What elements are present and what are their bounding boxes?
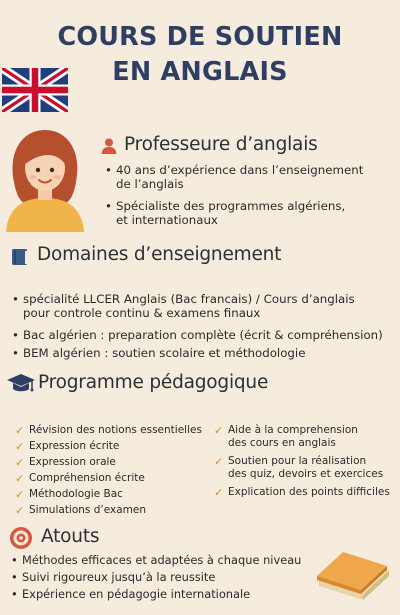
programme-right-item-2: ✓ Soutien pour la réalisation des quiz, devoirs et exercices: [214, 455, 384, 480]
check-icon: ✓: [15, 472, 25, 485]
title-line-1: COURS DE SOUTIEN: [57, 22, 343, 52]
check-icon: ✓: [15, 424, 25, 437]
programme-left-item-3: ✓ Expression orale: [15, 456, 116, 469]
graduation-cap-icon: [6, 372, 36, 394]
bullet-dot: •: [11, 553, 18, 567]
person-icon: [100, 137, 118, 155]
domaines-bullet-1: • spécialité LLCER Anglais (Bac francais) / Cours d’anglais pour controle continu & examens finaux: [12, 292, 355, 320]
check-icon: ✓: [15, 440, 25, 453]
programme-left-item-5: ✓ Méthodologie Bac: [15, 488, 123, 501]
programme-right-item-1: ✓ Aide à la comprehension des cours en anglais: [214, 424, 358, 449]
bullet-dot: •: [105, 163, 112, 177]
check-icon: ✓: [214, 455, 224, 468]
teacher-avatar: [4, 124, 86, 232]
programme-left-item-2: ✓ Expression écrite: [15, 440, 120, 453]
check-icon: ✓: [214, 424, 224, 437]
programme-left-item-6: ✓ Simulations d’examen: [15, 504, 147, 517]
atouts-bullet-3: • Expérience en pédagogie internationale: [11, 587, 251, 601]
target-icon: [9, 526, 33, 550]
programme-heading: Programme pédagogique: [38, 372, 269, 393]
domaines-heading: Domaines d’enseignement: [37, 244, 282, 265]
bullet-dot: •: [11, 570, 18, 584]
programme-left-item-4: ✓ Compréhension écrite: [15, 472, 145, 485]
check-icon: ✓: [15, 456, 25, 469]
programme-right-item-3: ✓ Explication des points difficiles: [214, 486, 390, 499]
title-line-2: EN ANGLAIS: [112, 57, 288, 87]
uk-flag-icon: [2, 68, 68, 112]
professor-bullet-1: • 40 ans d’expérience dans l’enseignement de l’anglais: [105, 163, 364, 191]
domaines-bullet-3: • BEM algérien : soutien scolaire et méthodologie: [12, 346, 306, 360]
atouts-bullet-1: • Méthodes efficaces et adaptées à chaque niveau: [11, 553, 302, 567]
check-icon: ✓: [214, 486, 224, 499]
professor-heading: Professeure d’anglais: [124, 134, 318, 155]
check-icon: ✓: [15, 488, 25, 501]
atouts-heading: Atouts: [41, 526, 100, 547]
professor-bullet-2: • Spécialiste des programmes algériens, et internationaux: [105, 199, 346, 227]
domaines-bullet-2: • Bac algérien : preparation complète (écrit & compréhension): [12, 328, 383, 342]
bullet-dot: •: [105, 199, 112, 213]
bullet-dot: •: [12, 328, 19, 342]
bullet-dot: •: [11, 587, 18, 601]
check-icon: ✓: [15, 504, 25, 517]
atouts-bullet-2: • Suivi rigoureux jusqu’à la reussite: [11, 570, 216, 584]
closed-book-icon: [313, 540, 393, 602]
book-icon: [10, 247, 30, 267]
bullet-dot: •: [12, 346, 19, 360]
programme-left-item-1: ✓ Révision des notions essentielles: [15, 424, 202, 437]
bullet-dot: •: [12, 292, 19, 306]
